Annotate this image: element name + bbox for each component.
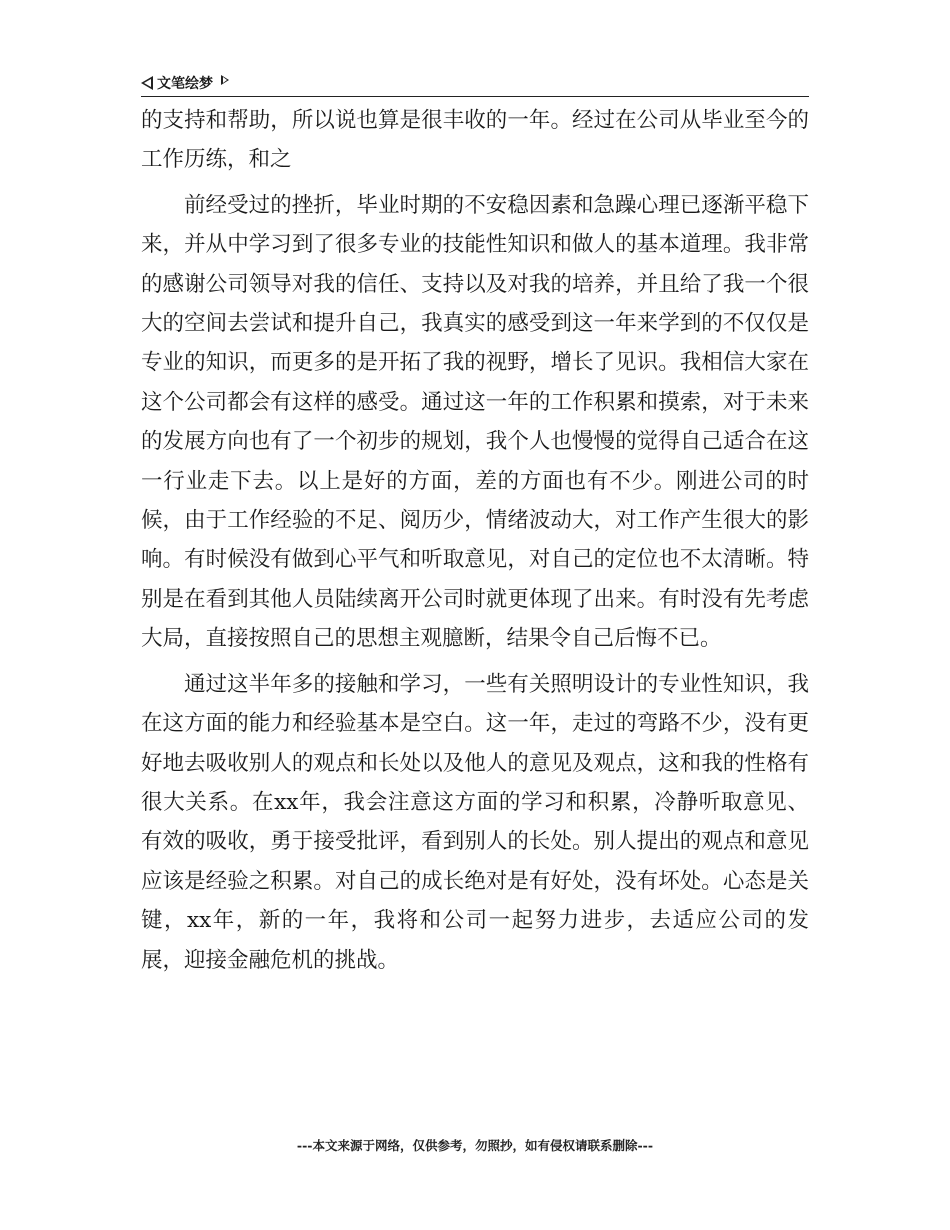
document-body — [141, 101, 809, 980]
paragraph: 通过这半年多的接触和学习，一些有关照明设计的专业性知识，我在这方面的能力和经验基本是空白。这一年，走过的弯路不少，没有更好地去吸收别人的观点和长处以及他人的意见及观点，这和我的性格有很大关系。在xx年，我会注意这方面的学习和积累，冷静听取意见、有效的吸收，勇于接受批评，看到别人的长处。别人提出的观点和意见应该是经验之积累。对自己的成长绝对是有好处，没有坏处。心态是关键，xx年，新的一年，我将和公司一起努力进步，去适应公司的发展，迎接金融危机的挑战。 — [141, 671, 809, 973]
header-brand: 文笔绘梦 — [157, 76, 213, 92]
page-footer: ---本文来源于网络，仅供参考，勿照抄，如有侵权请联系删除--- — [296, 1138, 654, 1153]
page-header — [141, 70, 809, 97]
paragraph: 前经受过的挫折，毕业时期的不安稳因素和急躁心理已逐渐平稳下来，并从中学习到了很多专业的技能性知识和做人的基本道理。我非常的感谢公司领导对我的信任、支持以及对我的培养，并且给了我一个很大的空间去尝试和提升自己，我真实的感受到这一年来学到的不仅仅是专业的知识，而更多的是开拓了我的视野，增长了见识。我相信大家在这个公司都会有这样的感受。通过这一年的工作积累和摸索，对于未来的发展方向也有了一个初步的规划，我个人也慢慢的觉得自己适合在这一行业走下去。以上是好的方面，差的方面也有不少。刚进公司的时候，由于工作经验的不足、阅历少，情绪波动大，对工作产生很大的影响。有时候没有做到心平气和听取意见，对自己的定位也不太清晰。特别是在看到其他人员陆续离开公司时就更体现了出来。有时没有先考虑大局，直接按照自己的思想主观臆断，结果令自己后悔不已。 — [141, 192, 809, 652]
paragraph-continued: 的支持和帮助，所以说也算是很丰收的一年。经过在公司从毕业至今的工作历练，和之 — [141, 108, 809, 173]
triangle-left-icon — [141, 76, 153, 90]
triangle-right-icon — [221, 75, 229, 85]
